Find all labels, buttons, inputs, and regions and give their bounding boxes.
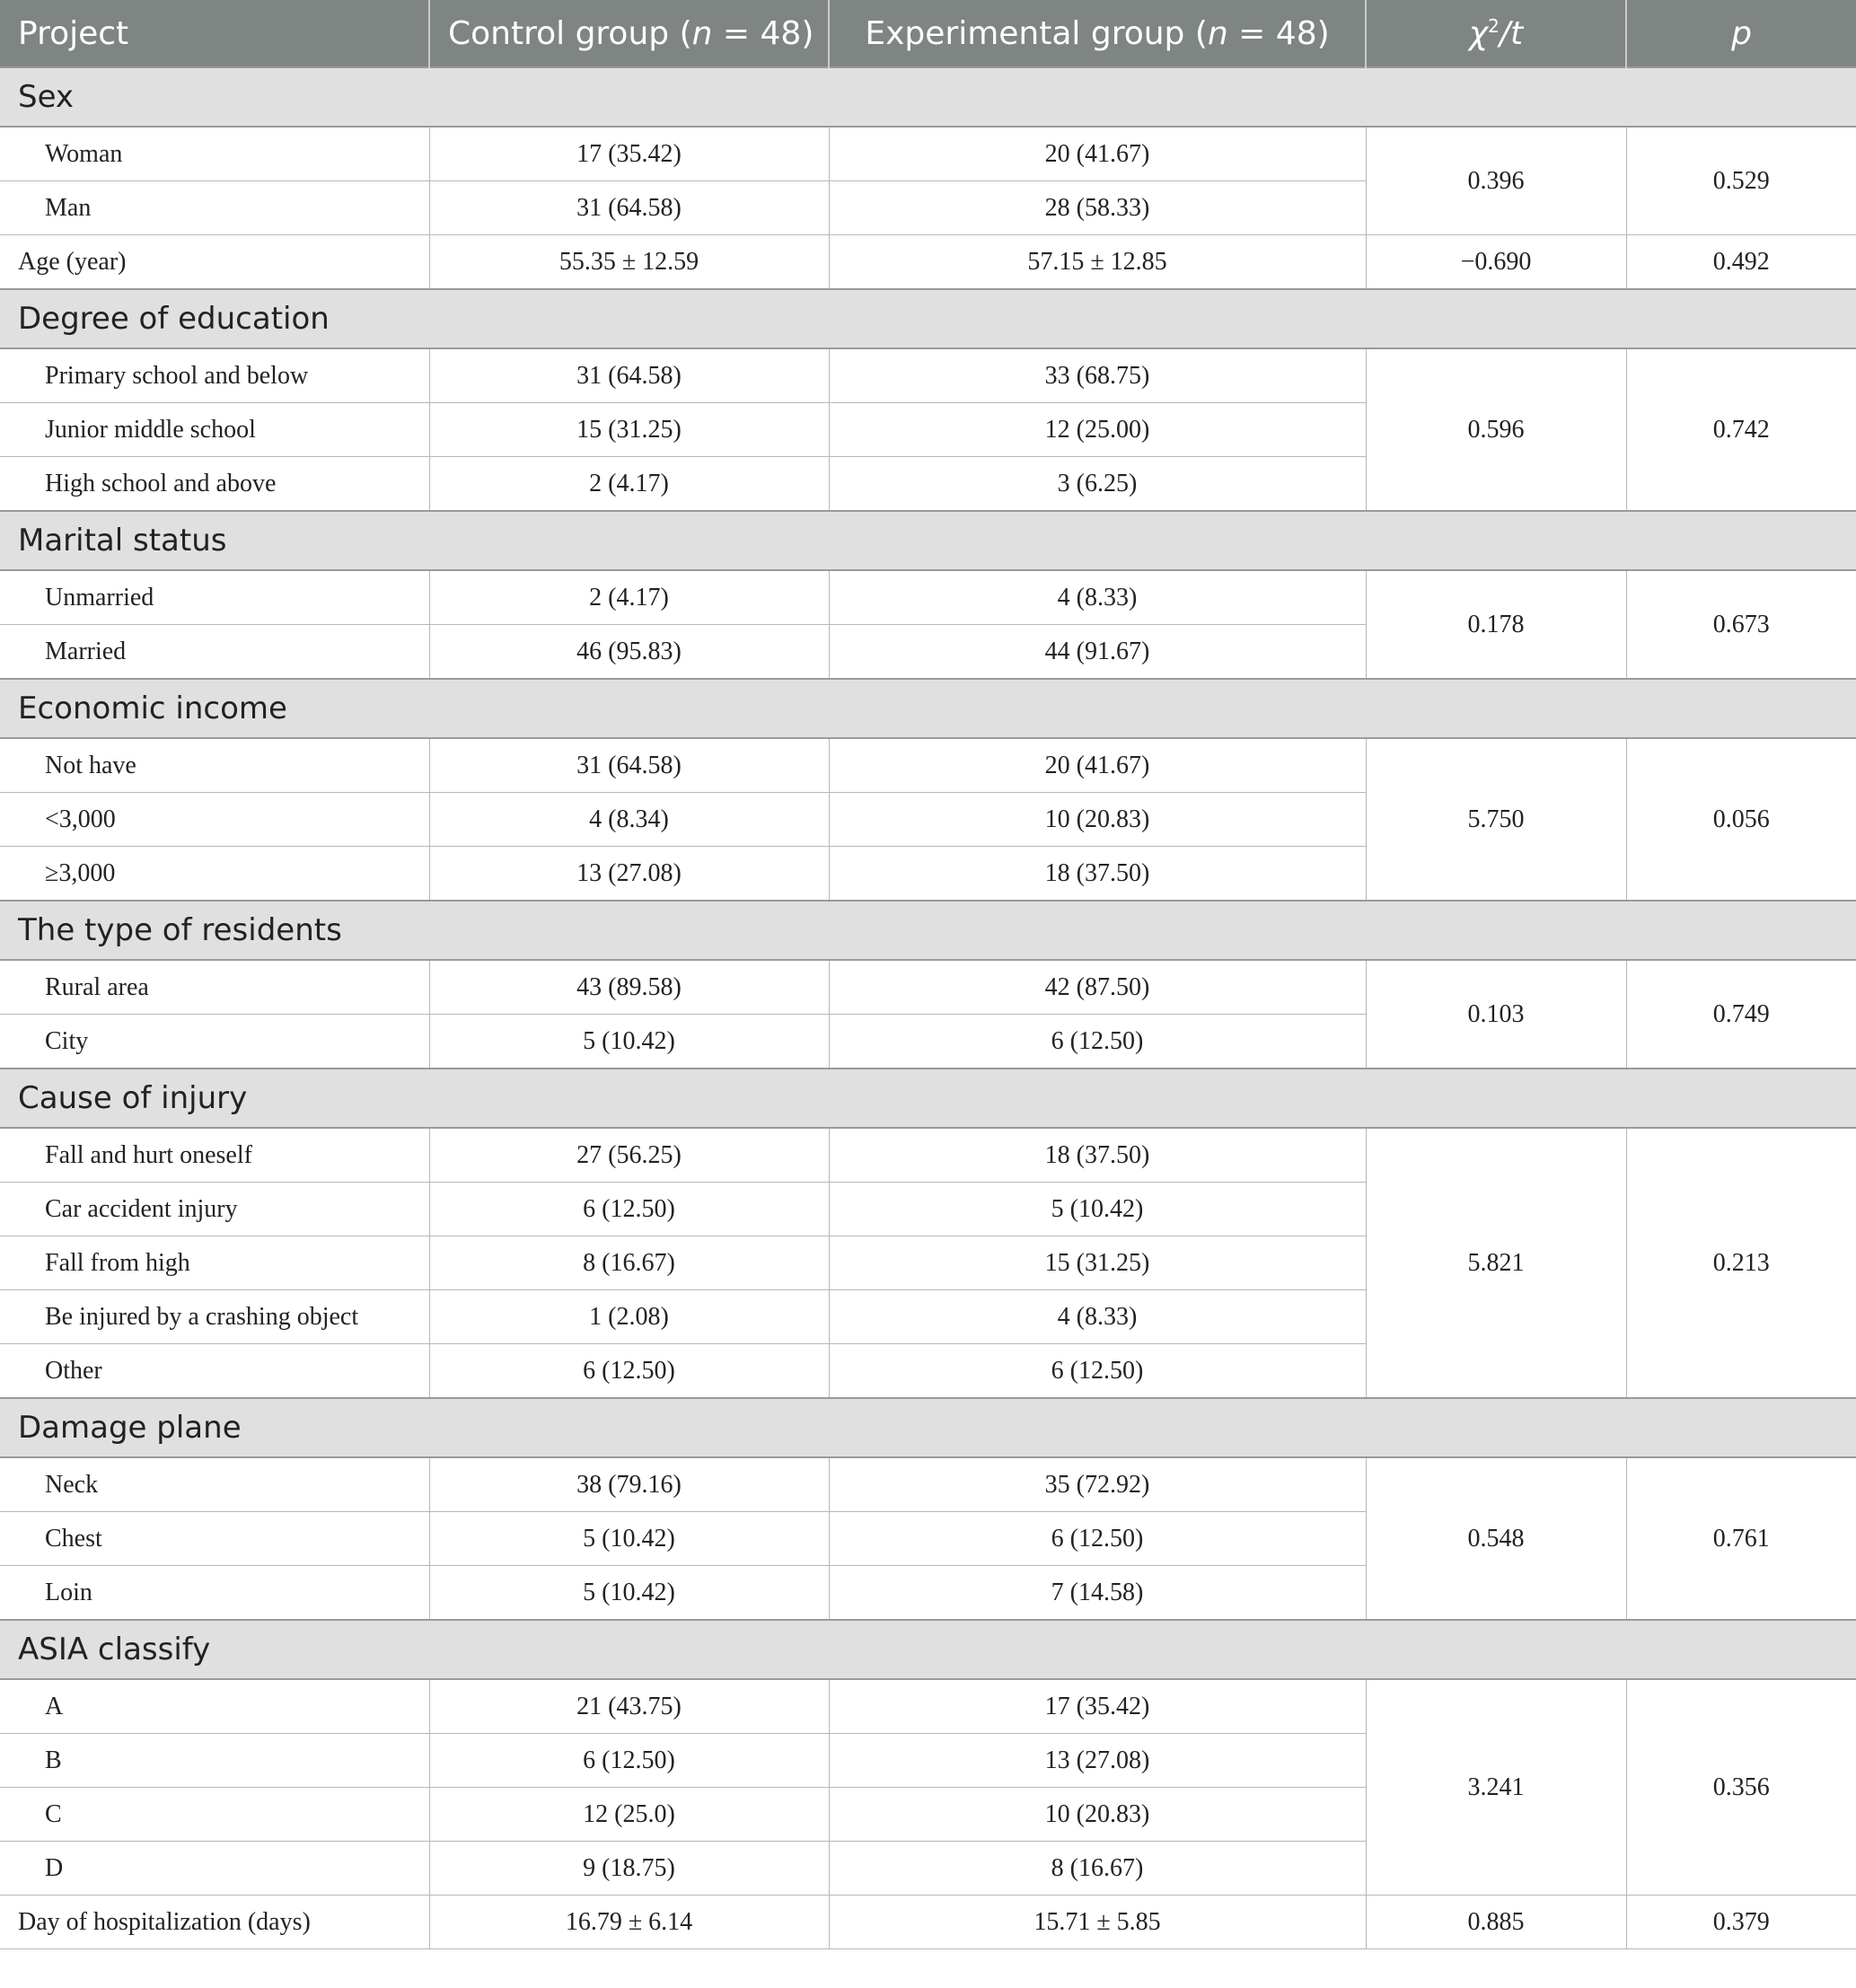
row-label: B bbox=[0, 1734, 429, 1788]
control-value: 17 (35.42) bbox=[429, 127, 829, 181]
experimental-value: 20 (41.67) bbox=[829, 127, 1366, 181]
experimental-value: 8 (16.67) bbox=[829, 1842, 1366, 1896]
row-label: Primary school and below bbox=[0, 348, 429, 403]
statistic-value: 0.596 bbox=[1366, 348, 1626, 511]
experimental-value: 13 (27.08) bbox=[829, 1734, 1366, 1788]
row-label: High school and above bbox=[0, 457, 429, 512]
section-title: Degree of education bbox=[0, 289, 1856, 348]
control-value: 2 (4.17) bbox=[429, 570, 829, 625]
row-label: Fall and hurt oneself bbox=[0, 1128, 429, 1183]
header-experimental-suffix: = 48) bbox=[1227, 14, 1330, 52]
row-label: Other bbox=[0, 1344, 429, 1399]
section-title: Damage plane bbox=[0, 1398, 1856, 1457]
section-title: Cause of injury bbox=[0, 1069, 1856, 1128]
experimental-value: 4 (8.33) bbox=[829, 1290, 1366, 1344]
row-label: Not have bbox=[0, 738, 429, 793]
statistic-value: 5.821 bbox=[1366, 1128, 1626, 1398]
statistic-value: 0.885 bbox=[1366, 1896, 1626, 1949]
header-statistic bbox=[1366, 0, 1626, 67]
experimental-value: 35 (72.92) bbox=[829, 1457, 1366, 1512]
header-chi-t: /t bbox=[1499, 14, 1524, 52]
experimental-value: 7 (14.58) bbox=[829, 1566, 1366, 1621]
experimental-value: 17 (35.42) bbox=[829, 1679, 1366, 1734]
row-label: City bbox=[0, 1015, 429, 1069]
row-label: Fall from high bbox=[0, 1236, 429, 1290]
p-value: 0.673 bbox=[1626, 570, 1856, 679]
row-label: <3,000 bbox=[0, 793, 429, 847]
row-label: C bbox=[0, 1788, 429, 1842]
experimental-value: 10 (20.83) bbox=[829, 1788, 1366, 1842]
experimental-value: 3 (6.25) bbox=[829, 457, 1366, 512]
table-row bbox=[0, 960, 1856, 1015]
row-label: D bbox=[0, 1842, 429, 1896]
section-title: Sex bbox=[0, 67, 1856, 127]
row-label: Be injured by a crashing object bbox=[0, 1290, 429, 1344]
experimental-value: 18 (37.50) bbox=[829, 1128, 1366, 1183]
statistic-value: 5.750 bbox=[1366, 738, 1626, 901]
section-header-row bbox=[0, 511, 1856, 570]
p-value: 0.761 bbox=[1626, 1457, 1856, 1620]
row-label: Man bbox=[0, 181, 429, 235]
control-value: 1 (2.08) bbox=[429, 1290, 829, 1344]
control-value: 4 (8.34) bbox=[429, 793, 829, 847]
header-control-prefix: Control group ( bbox=[448, 14, 692, 52]
header-project: Project bbox=[0, 0, 429, 67]
row-label: Junior middle school bbox=[0, 403, 429, 457]
table-row bbox=[0, 1457, 1856, 1512]
section-title: The type of residents bbox=[0, 901, 1856, 960]
p-value: 0.379 bbox=[1626, 1896, 1856, 1949]
section-header-row bbox=[0, 1620, 1856, 1679]
statistic-value: 0.178 bbox=[1366, 570, 1626, 679]
experimental-value: 20 (41.67) bbox=[829, 738, 1366, 793]
experimental-value: 42 (87.50) bbox=[829, 960, 1366, 1015]
experimental-value: 6 (12.50) bbox=[829, 1015, 1366, 1069]
section-header-row bbox=[0, 1398, 1856, 1457]
row-label: Loin bbox=[0, 1566, 429, 1621]
header-control-n: n bbox=[691, 14, 713, 52]
header-chi-symbol: χ bbox=[1468, 14, 1489, 52]
header-experimental-group bbox=[829, 0, 1366, 67]
table-row bbox=[0, 1896, 1856, 1949]
section-title: ASIA classify bbox=[0, 1620, 1856, 1679]
control-value: 5 (10.42) bbox=[429, 1566, 829, 1621]
control-value: 13 (27.08) bbox=[429, 847, 829, 902]
header-experimental-prefix: Experimental group ( bbox=[865, 14, 1208, 52]
table-row bbox=[0, 570, 1856, 625]
experimental-value: 6 (12.50) bbox=[829, 1344, 1366, 1399]
control-value: 6 (12.50) bbox=[429, 1734, 829, 1788]
experimental-value: 6 (12.50) bbox=[829, 1512, 1366, 1566]
p-value: 0.529 bbox=[1626, 127, 1856, 235]
row-label: Day of hospitalization (days) bbox=[0, 1896, 429, 1949]
statistic-value: 0.396 bbox=[1366, 127, 1626, 235]
table-row bbox=[0, 738, 1856, 793]
statistic-value: 3.241 bbox=[1366, 1679, 1626, 1896]
section-title: Marital status bbox=[0, 511, 1856, 570]
control-value: 27 (56.25) bbox=[429, 1128, 829, 1183]
control-value: 9 (18.75) bbox=[429, 1842, 829, 1896]
p-value: 0.356 bbox=[1626, 1679, 1856, 1896]
header-p-value bbox=[1626, 0, 1856, 67]
header-control-suffix: = 48) bbox=[712, 14, 814, 52]
experimental-value: 33 (68.75) bbox=[829, 348, 1366, 403]
header-row bbox=[0, 0, 1856, 67]
p-value: 0.213 bbox=[1626, 1128, 1856, 1398]
experimental-value: 15 (31.25) bbox=[829, 1236, 1366, 1290]
row-label: Car accident injury bbox=[0, 1183, 429, 1236]
table-row bbox=[0, 127, 1856, 181]
table-row bbox=[0, 1128, 1856, 1183]
control-value: 38 (79.16) bbox=[429, 1457, 829, 1512]
control-value: 12 (25.0) bbox=[429, 1788, 829, 1842]
control-value: 55.35 ± 12.59 bbox=[429, 235, 829, 290]
table-row bbox=[0, 235, 1856, 290]
row-label: Unmarried bbox=[0, 570, 429, 625]
section-header-row bbox=[0, 1069, 1856, 1128]
control-value: 31 (64.58) bbox=[429, 181, 829, 235]
row-label: Chest bbox=[0, 1512, 429, 1566]
experimental-value: 28 (58.33) bbox=[829, 181, 1366, 235]
p-value: 0.749 bbox=[1626, 960, 1856, 1069]
control-value: 5 (10.42) bbox=[429, 1512, 829, 1566]
control-value: 15 (31.25) bbox=[429, 403, 829, 457]
control-value: 2 (4.17) bbox=[429, 457, 829, 512]
section-header-row bbox=[0, 901, 1856, 960]
row-label: Neck bbox=[0, 1457, 429, 1512]
table-row bbox=[0, 1679, 1856, 1734]
row-label: Rural area bbox=[0, 960, 429, 1015]
row-label: Age (year) bbox=[0, 235, 429, 290]
header-chi-sup: 2 bbox=[1488, 14, 1500, 37]
p-value: 0.742 bbox=[1626, 348, 1856, 511]
experimental-value: 57.15 ± 12.85 bbox=[829, 235, 1366, 290]
row-label: A bbox=[0, 1679, 429, 1734]
header-p: p bbox=[1731, 14, 1752, 52]
control-value: 43 (89.58) bbox=[429, 960, 829, 1015]
header-experimental-n: n bbox=[1207, 14, 1228, 52]
row-label: Married bbox=[0, 625, 429, 680]
experimental-value: 4 (8.33) bbox=[829, 570, 1366, 625]
control-value: 6 (12.50) bbox=[429, 1344, 829, 1399]
experimental-value: 12 (25.00) bbox=[829, 403, 1366, 457]
header-control-group bbox=[429, 0, 829, 67]
control-value: 6 (12.50) bbox=[429, 1183, 829, 1236]
table-row bbox=[0, 348, 1856, 403]
section-header-row bbox=[0, 289, 1856, 348]
statistic-value: −0.690 bbox=[1366, 235, 1626, 290]
experimental-value: 5 (10.42) bbox=[829, 1183, 1366, 1236]
control-value: 8 (16.67) bbox=[429, 1236, 829, 1290]
p-value: 0.492 bbox=[1626, 235, 1856, 290]
control-value: 5 (10.42) bbox=[429, 1015, 829, 1069]
experimental-value: 18 (37.50) bbox=[829, 847, 1366, 902]
p-value: 0.056 bbox=[1626, 738, 1856, 901]
statistic-value: 0.548 bbox=[1366, 1457, 1626, 1620]
control-value: 46 (95.83) bbox=[429, 625, 829, 680]
control-value: 31 (64.58) bbox=[429, 348, 829, 403]
section-title: Economic income bbox=[0, 679, 1856, 738]
row-label: Woman bbox=[0, 127, 429, 181]
experimental-value: 10 (20.83) bbox=[829, 793, 1366, 847]
control-value: 21 (43.75) bbox=[429, 1679, 829, 1734]
experimental-value: 15.71 ± 5.85 bbox=[829, 1896, 1366, 1949]
experimental-value: 44 (91.67) bbox=[829, 625, 1366, 680]
row-label: ≥3,000 bbox=[0, 847, 429, 902]
section-header-row bbox=[0, 679, 1856, 738]
table-body bbox=[0, 67, 1856, 1949]
control-value: 16.79 ± 6.14 bbox=[429, 1896, 829, 1949]
statistic-value: 0.103 bbox=[1366, 960, 1626, 1069]
control-value: 31 (64.58) bbox=[429, 738, 829, 793]
section-header-row bbox=[0, 67, 1856, 127]
